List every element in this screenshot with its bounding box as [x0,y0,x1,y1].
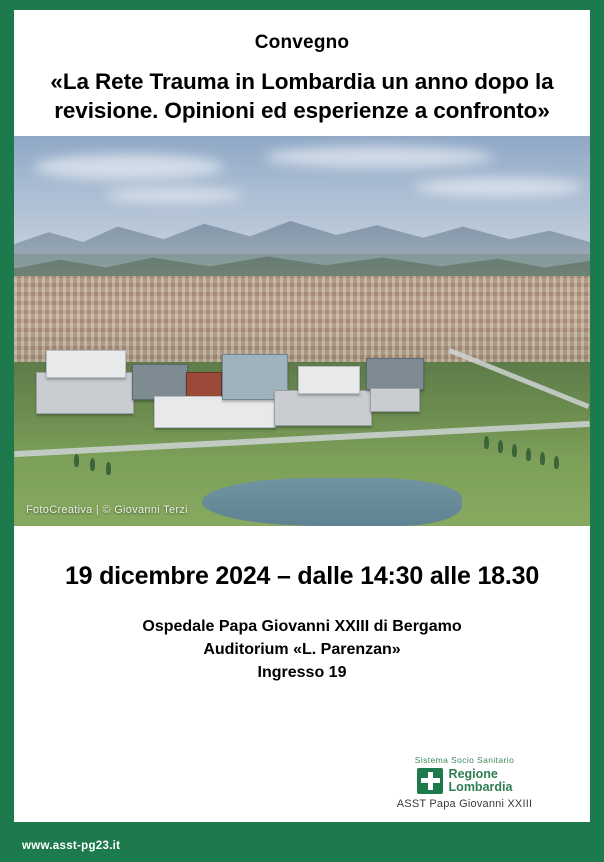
cloud-shape [414,178,584,196]
building-block [370,388,420,412]
tree-shape [540,452,545,465]
logo-asst-label: ASST Papa Giovanni XXIII [396,798,533,810]
website-url[interactable]: www.asst-pg23.it [22,840,121,852]
building-block [154,396,276,428]
regione-lombardia-rose-icon [417,768,443,794]
tree-shape [554,456,559,469]
cloud-shape [104,188,244,202]
tree-shape [512,444,517,457]
tree-shape [484,436,489,449]
logo-name-block [449,768,513,794]
building-block [132,364,188,400]
photo-credit: FotoCreativa | © Giovanni Terzi [26,503,188,516]
tree-shape [90,458,95,471]
venue-line-1: Ospedale Papa Giovanni XXIII di Bergamo [142,617,462,635]
page-title: «La Rete Trauma in Lombardia un anno dopo la revisione. Opinioni ed esperienze a confronto» [50,69,554,123]
logo-system-label: Sistema Socio Sanitario [414,754,515,765]
venue-line-3: Ingresso 19 [257,663,347,681]
building-block [46,350,126,378]
hospital-aerial-photo [14,136,590,526]
logo-name-line-2: Lombardia [448,779,513,794]
venue-line-2: Auditorium «L. Parenzan» [203,640,401,658]
building-block [298,366,360,394]
lake-shape [202,478,462,526]
building-block [274,390,372,426]
cloud-shape [264,146,494,168]
event-date-time: 19 dicembre 2024 – dalle 14:30 alle 18.30 [64,561,540,590]
building-block [366,358,424,390]
building-block [36,372,134,414]
tree-shape [106,462,111,475]
tree-shape [74,454,79,467]
cloud-shape [34,154,224,180]
logo-name-line-1: Regione [448,766,498,781]
poster-header [14,10,590,136]
photo-scene [14,136,590,526]
tree-shape [498,440,503,453]
event-venue [14,615,590,685]
tree-shape [526,448,531,461]
organization-logo [357,755,572,810]
poster-canvas [14,10,590,822]
logo-lockup [357,768,572,794]
event-kicker: Convegno [254,32,350,53]
